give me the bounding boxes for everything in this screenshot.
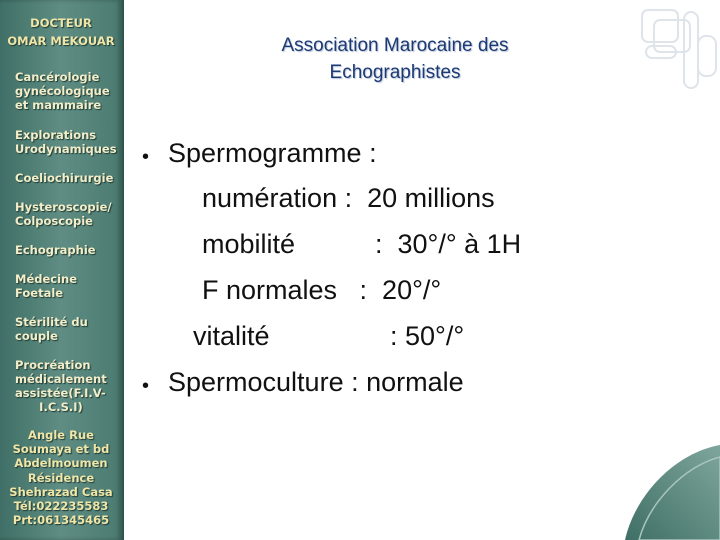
sidebar-item-cancerologie[interactable]: Cancérologie gynécologique et mammaire (15, 70, 110, 112)
numeration-line: numération : 20 millions (202, 183, 495, 213)
sidebar (0, 0, 124, 540)
sidebar-address: Angle Rue Soumaya et bd Abdelmoumen Résidence Shehrazad Casa Tél:022235583 Prt:061345465 (9, 428, 113, 528)
sidebar-item-coeliochirurgie[interactable]: Coeliochirurgie (15, 171, 114, 185)
sidebar-item-procreation[interactable]: Procréation médicalement assistée(F.I.V- (15, 358, 107, 400)
corner-decoration-icon (625, 445, 720, 540)
sidebar-item-echographie[interactable]: Echographie (15, 243, 96, 257)
sidebar-item-hysteroscopie[interactable]: Hysteroscopie/ Colposcopie (15, 200, 112, 228)
doctor-name: OMAR MEKOUAR (7, 34, 115, 48)
bullet-icon: • (142, 146, 150, 168)
formes-normales-line: F normales : 20°/° (202, 275, 442, 305)
doctor-title: DOCTEUR (30, 16, 92, 30)
mobilite-label: mobilité (202, 229, 296, 259)
vitalite-value: : 50°/° (390, 321, 465, 351)
spermogramme-heading: Spermogramme : (168, 138, 377, 168)
vitalite-label: vitalité (193, 321, 270, 351)
page-title (200, 32, 590, 86)
mobilite-value: : 30°/° à 1H (375, 229, 522, 259)
sidebar-item-medecine-foetale[interactable]: Médecine Foetale (15, 272, 78, 300)
title-line-2: Echographistes (329, 62, 461, 83)
bullet-icon: • (142, 375, 150, 397)
spermoculture-line: Spermoculture : normale (168, 367, 464, 397)
sidebar-item-procreation-end[interactable]: I.C.S.I) (39, 400, 83, 414)
sidebar-item-explorations[interactable]: Explorations Urodynamiques (15, 128, 117, 156)
title-line-1: Association Marocaine des (281, 35, 509, 56)
sidebar-item-sterilite[interactable]: Stérilité du couple (15, 315, 88, 343)
logo-outline-icon (640, 6, 720, 90)
